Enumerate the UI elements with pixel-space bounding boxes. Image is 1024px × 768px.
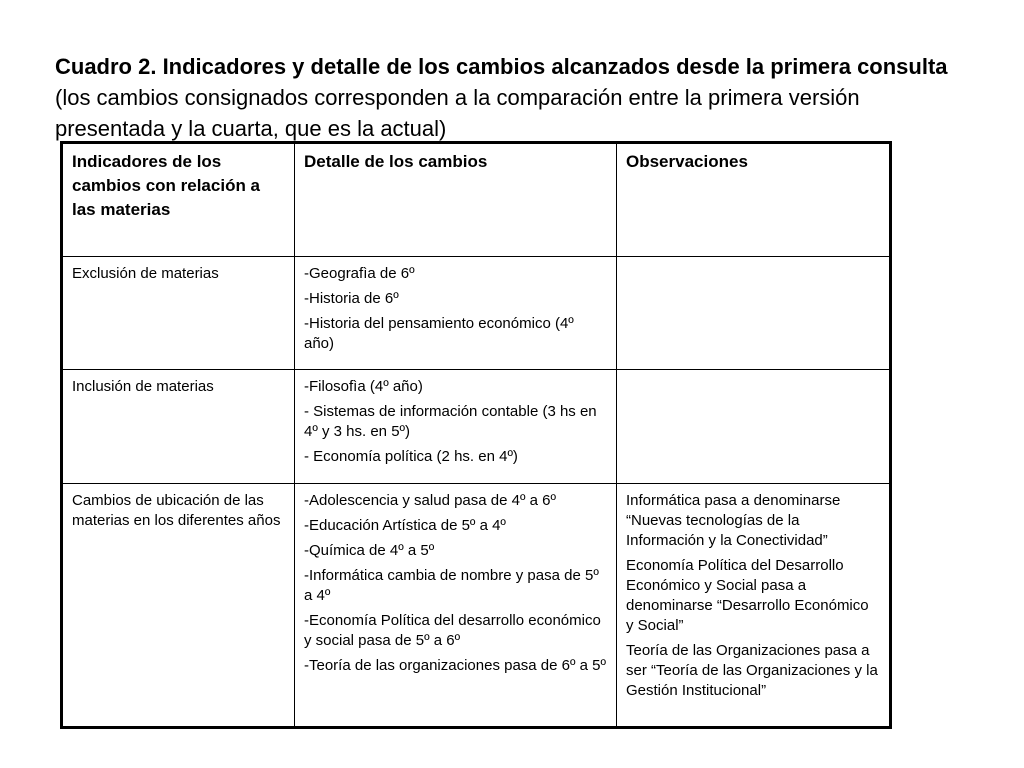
details-cell xyxy=(295,370,617,484)
detail-item: -Geografìa de 6º xyxy=(304,265,415,282)
detail-item: - Sistemas de información contable (3 hs en 4º y 3 hs. en 5º) xyxy=(304,403,597,440)
details-cell xyxy=(295,257,617,370)
detail-item: -Química de 4º a 5º xyxy=(304,542,435,559)
detail-item: -Teoría de las organizaciones pasa de 6º a 5º xyxy=(304,657,606,674)
table-container xyxy=(60,141,892,729)
detail-item: -Historia del pensamiento económico (4º año) xyxy=(304,315,574,352)
observation-item: Informática pasa a denominarse “Nuevas tecnologías de la Información y la Conectividad” xyxy=(626,492,841,549)
observations-cell xyxy=(617,370,891,484)
title-normal-part: (los cambios consignados corresponden a la comparación entre la primera versión presentada y la cuarta, que es la actual) xyxy=(55,85,860,141)
slide-title xyxy=(55,51,955,144)
table-row-exclusion xyxy=(62,257,891,370)
detail-item: -Filosofìa (4º año) xyxy=(304,378,423,395)
indicator-cell: Inclusión de materias xyxy=(62,370,295,484)
detail-item: - Economía política (2 hs. en 4º) xyxy=(304,448,518,465)
header-indicators: Indicadores de los cambios con relación a las materias xyxy=(62,143,295,257)
header-observations: Observaciones xyxy=(617,143,891,257)
table-row-location-changes xyxy=(62,484,891,728)
indicator-cell: Exclusión de materias xyxy=(62,257,295,370)
detail-item: -Historia de 6º xyxy=(304,290,399,307)
detail-item: -Adolescencia y salud pasa de 4º a 6º xyxy=(304,492,556,509)
header-details: Detalle de los cambios xyxy=(295,143,617,257)
detail-item: -Economía Política del desarrollo económico y social pasa de 5º a 6º xyxy=(304,612,601,649)
details-cell xyxy=(295,484,617,728)
detail-item: -Informática cambia de nombre y pasa de 5º a 4º xyxy=(304,567,599,604)
observations-cell xyxy=(617,257,891,370)
title-bold-part: Cuadro 2. Indicadores y detalle de los cambios alcanzados desde la primera consulta xyxy=(55,54,948,79)
table-row-inclusion xyxy=(62,370,891,484)
detail-item: -Educación Artística de 5º a 4º xyxy=(304,517,506,534)
table-header-row xyxy=(62,143,891,257)
observation-item: Teoría de las Organizaciones pasa a ser “Teoría de las Organizaciones y la Gestión Institucional” xyxy=(626,642,878,699)
observation-item: Economía Política del Desarrollo Económico y Social pasa a denominarse “Desarrollo Económico y Social” xyxy=(626,557,869,634)
observations-cell xyxy=(617,484,891,728)
changes-table xyxy=(60,141,892,729)
indicator-cell: Cambios de ubicación de las materias en los diferentes años xyxy=(62,484,295,728)
